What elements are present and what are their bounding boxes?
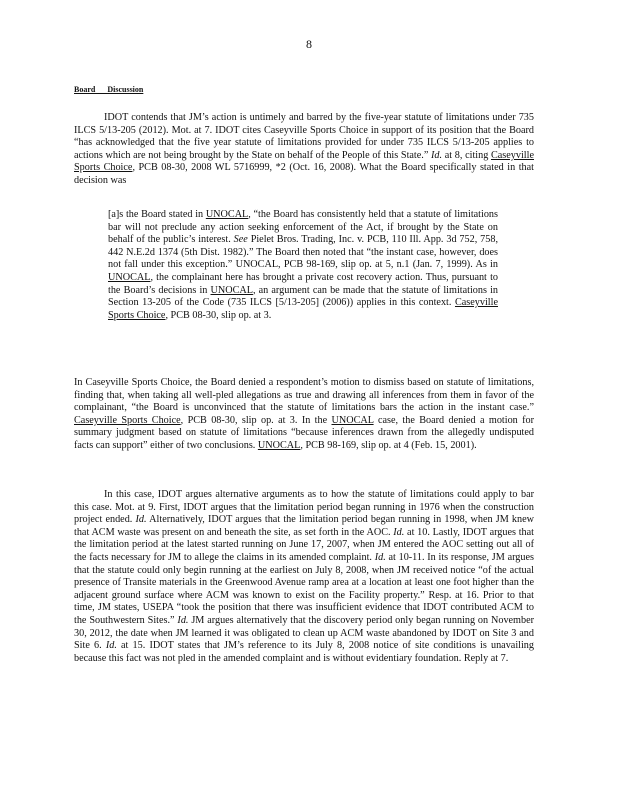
p3-text-d: at 10-11. In its response, JM argues that the statute could only begin running at the earliest on July 8, 2008, when JM received notice “of the actual presence of Transite materials in the Greenwood Avenue ramp area at a location at least one foot higher than the adjacent ground surface where ACM was known to exist on the Facility property.” Resp. at 16. Prior to that time, JM states, USEPA “took the position that there was insufficient evidence that IDOT contributed ACM to the Southwestern Sites.”: [74, 551, 534, 626]
id-citation: Id.: [135, 514, 147, 526]
p3-text-e: JM argues alternatively that the discovery period only began running on November 30, 2012, the date when JM learned it was obligated to clean up ACM waste abandoned by IDOT on Site 3 and Site 6.: [74, 614, 534, 652]
id-citation: Id.: [431, 149, 443, 161]
case-name: UNOCAL: [205, 209, 249, 220]
quote-text-d: , the complainant here has brought a private cost recovery action. Thus, pursuant to the Board’s decisions in: [108, 271, 498, 296]
p1-text-a: IDOT contends that JM’s action is untimely and barred by the five-year statute of limitations under 735 ILCS 5/13-205 (2012). Mot. at 7. IDOT cites Caseyville Sports Choice in support of its position that the Board “has acknowledged that the five year statute of limitations provided for under 735 ILCS 5/13-205 applies to actions which are not being brought by the State on behalf of the People of this State.”: [74, 112, 534, 161]
case-name: Caseyville Sports Choice: [108, 297, 498, 321]
see-signal: See: [233, 234, 248, 246]
quote-text-a: [a]s the Board stated in: [108, 209, 206, 220]
paragraph-3: [74, 489, 534, 665]
case-name: UNOCAL: [331, 414, 374, 426]
case-name: UNOCAL: [257, 439, 301, 451]
id-citation: Id.: [105, 640, 117, 652]
block-quote: [108, 209, 498, 322]
case-name: Caseyville Sports Choice: [74, 149, 534, 174]
case-name: Caseyville Sports Choice: [74, 414, 181, 426]
id-citation: Id.: [393, 526, 405, 538]
paragraph-1: [74, 112, 534, 188]
p2-text-c: case, the Board denied a motion for summary judgment based on statute of limitations “because inferences drawn from the allegedly undisputed facts can support” either of two conclusions.: [74, 414, 535, 451]
paragraph-2: [74, 377, 534, 453]
page-number: 8: [306, 37, 312, 51]
id-citation: Id.: [374, 551, 386, 563]
quote-text-f: , PCB 08-30, slip op. at 3.: [165, 309, 272, 321]
p2-text-a: In Caseyville Sports Choice, the Board denied a respondent’s motion to dismiss based on statute of limitations, finding that, when taking all well-pled allegations as true and drawing all inferences from them in favor of the complainant, “the Board is unconvinced that the statute of limitations bars the action in the instant case.”: [74, 377, 534, 414]
p1-text-c: , PCB 08-30, 2008 WL 5716999, *2 (Oct. 16, 2008). What the Board specifically stated in that decision was: [74, 162, 534, 186]
p2-text-b: , PCB 08-30, slip op. at 3. In the: [180, 414, 332, 426]
quote-text-b: , “the Board has consistently held that a statute of limitations bar will not preclude any action seeking enforcement of the Act, if brought by the State on behalf of the public’s interest.: [108, 209, 498, 246]
section-heading: Board Discussion: [74, 85, 144, 94]
quote-text-c: Pielet Bros. Trading, Inc. v. PCB, 110 Ill. App. 3d 752, 758, 442 N.E.2d 1374 (5th Dist. 1982).” The Board then noted that “the instant case, however, does not fall under this exception.” UNOCAL, PCB 98-169, slip op. at 5, n.1 (Jan. 7, 1999). As in: [108, 234, 498, 271]
case-name: UNOCAL: [108, 271, 151, 283]
p3-text-c: at 10. Lastly, IDOT argues that the limitation period at the latest started running on June 17, 2007, when JM entered the AOC setting out all of the facts necessary for JM to allege the claims in its amended complaint.: [74, 526, 534, 563]
p3-text-a: In this case, IDOT argues alternative arguments as to how the statute of limitations could apply to bar this case. Mot. at 9. First, IDOT argues that the limitation period began running in 1976 when the construction project ended.: [74, 489, 534, 526]
p3-text-f: at 15. IDOT states that JM’s reference to its July 8, 2008 notice of site conditions is unavailing because this fact was not pled in the amended complaint and is without evidentiary foundation. Reply at 7.: [74, 640, 534, 664]
p1-text-b: at 8, citing: [442, 149, 491, 161]
id-citation: Id.: [177, 614, 189, 626]
p2-text-d: , PCB 98-169, slip op. at 4 (Feb. 15, 2001).: [300, 439, 477, 451]
p3-text-b: Alternatively, IDOT argues that the limitation period began running in 1998, when JM knew that ACM waste was present on and beneath the site, as set forth in the AOC.: [74, 514, 534, 538]
quote-text-e: , an argument can be made that the statute of limitations in Section 13-205 of the Code (735 ILCS [5/13-205] (2006)) applies in this context.: [108, 284, 498, 309]
case-name: UNOCAL: [210, 284, 253, 296]
